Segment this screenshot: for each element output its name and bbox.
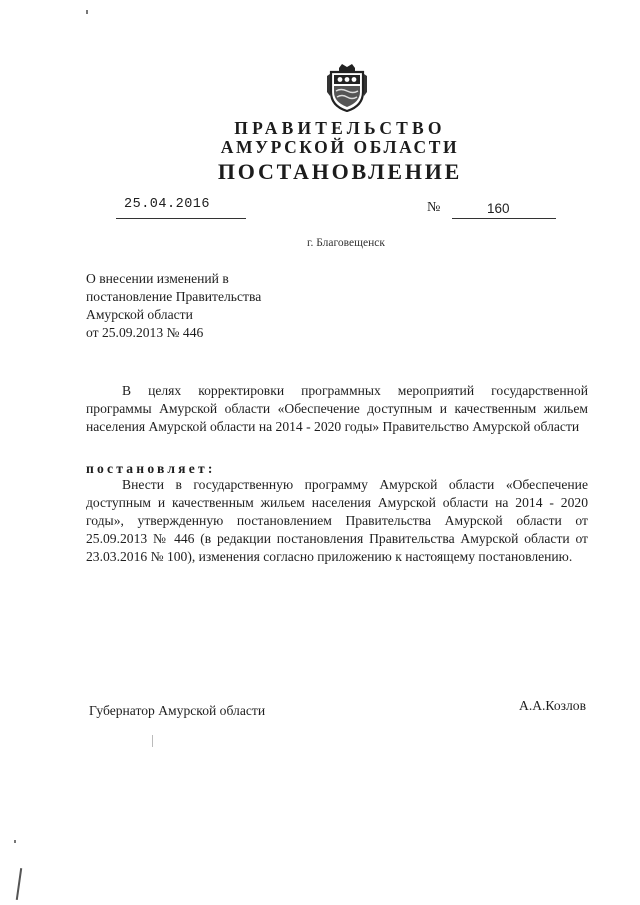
number-sign: №: [427, 200, 441, 215]
signatory-name: А.А.Козлов: [519, 698, 586, 713]
signatory-position: Губернатор Амурской области: [89, 703, 266, 718]
resolves-keyword: постановляет:: [86, 461, 216, 476]
scan-speck: [86, 10, 88, 14]
amur-oblast-coat-of-arms-icon: [326, 62, 368, 112]
city-label: г. Благовещенск: [307, 237, 385, 249]
subject-line: постановление Правительства: [86, 289, 262, 304]
preamble-paragraph: В целях корректировки программных мероприятий государственной программы Амурской области «Обеспечение доступным и качественным жильем населения Амурской области на 2014 - 2020 годы» Правительство Амурской области: [86, 383, 588, 434]
scan-speck: [14, 840, 16, 843]
date-underline: [116, 218, 246, 219]
document-subject: [86, 270, 261, 342]
document-type-title: ПОСТАНОВЛЕНИЕ: [217, 159, 463, 184]
government-title-line1: ПРАВИТЕЛЬСТВО: [234, 118, 446, 138]
subject-line: О внесении изменений в: [86, 271, 229, 286]
number-underline: [452, 218, 556, 219]
government-title-line2: АМУРСКОЙ ОБЛАСТИ: [220, 137, 460, 157]
document-number: 160: [487, 201, 510, 216]
clause-paragraph: Внести в государственную программу Амурской области «Обеспечение доступным и качественным жильем населения Амурской области на 2014 - 2020 годы», утвержденную постановлением Правительства Амурской области от 25.09.2013 № 446 (в редакции постановления Правительства Амурской области от 23.03.2016 № 100), изменения согласно приложению к настоящему постановлению.: [86, 477, 588, 564]
document-date: 25.04.2016: [124, 197, 211, 212]
subject-line: от 25.09.2013 № 446: [86, 325, 204, 340]
scan-speck: [152, 735, 153, 747]
scan-edge-mark: [16, 868, 22, 900]
subject-line: Амурской области: [86, 307, 193, 322]
